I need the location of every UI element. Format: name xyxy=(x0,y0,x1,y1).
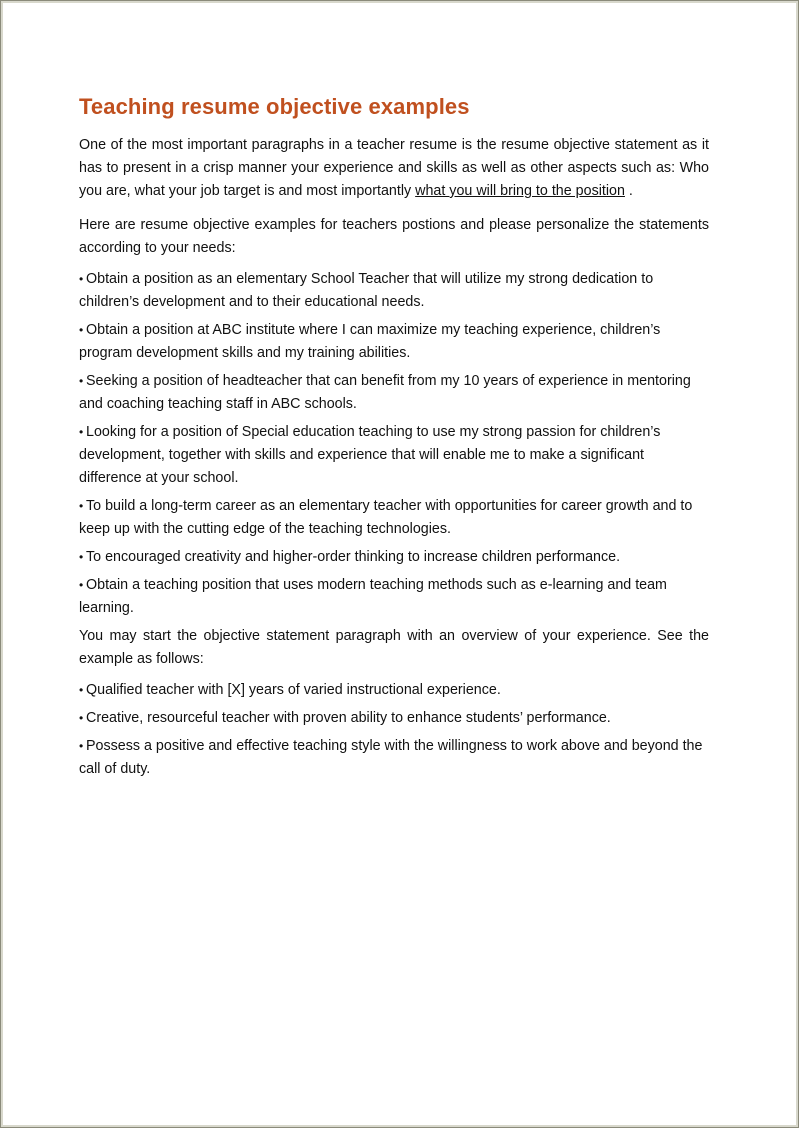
objectives-list xyxy=(79,268,709,620)
overview-item-text: Possess a positive and effective teaching style with the willingness to work above and beyond the call of duty. xyxy=(79,738,703,777)
bullet-icon: • xyxy=(79,578,84,592)
objective-item xyxy=(79,574,709,620)
objective-item xyxy=(79,546,709,569)
objective-item-text: To build a long-term career as an elementary teacher with opportunities for career growth and to keep up with the cutting edge of the teaching technologies. xyxy=(79,498,693,537)
bullet-icon: • xyxy=(79,425,84,439)
overview-intro-paragraph: You may start the objective statement paragraph with an overview of your experience. See the example as follows: xyxy=(79,628,709,667)
bullet-icon: • xyxy=(79,711,84,725)
objective-item-text: Looking for a position of Special education teaching to use my strong passion for children’s development, together with skills and experience that will enable me to make a significant difference at your school. xyxy=(79,424,661,486)
overview-item xyxy=(79,679,709,702)
intro-text: One of the most important paragraphs in a teacher resume is the resume objective statement as it has to present in a crisp manner your experience and skills as well as other aspects such as: Who you are, what your job target is and most importantly xyxy=(79,137,709,199)
bullet-icon: • xyxy=(79,683,84,697)
objective-item xyxy=(79,268,709,314)
bullet-icon: • xyxy=(79,374,84,388)
overview-item-text: Qualified teacher with [X] years of varied instructional experience. xyxy=(86,682,501,698)
document-body xyxy=(79,90,709,786)
objective-item-text: To encouraged creativity and higher-order thinking to increase children performance. xyxy=(86,549,621,565)
objective-item-text: Obtain a position as an elementary School Teacher that will utilize my strong dedication to children’s development and to their educational needs. xyxy=(79,271,654,310)
bullet-icon: • xyxy=(79,739,84,753)
objective-item-text: Obtain a position at ABC institute where I can maximize my teaching experience, children’s program development skills and my training abilities. xyxy=(79,322,661,361)
bullet-icon: • xyxy=(79,550,84,564)
overview-item xyxy=(79,735,709,781)
examples-intro-paragraph: Here are resume objective examples for teachers postions and please personalize the statements according to your needs: xyxy=(79,217,709,256)
intro-paragraph xyxy=(79,134,709,203)
objective-item xyxy=(79,370,709,416)
document-title: Teaching resume objective examples xyxy=(79,94,470,119)
bullet-icon: • xyxy=(79,323,84,337)
overview-item-text: Creative, resourceful teacher with proven ability to enhance students’ performance. xyxy=(86,710,611,726)
objective-item-text: Obtain a teaching position that uses modern teaching methods such as e-learning and team learning. xyxy=(79,577,667,616)
objective-item xyxy=(79,319,709,365)
overview-item xyxy=(79,707,709,730)
position-link[interactable]: what you will bring to the position xyxy=(415,183,625,199)
bullet-icon: • xyxy=(79,272,84,286)
objective-item xyxy=(79,421,709,490)
objective-item-text: Seeking a position of headteacher that can benefit from my 10 years of experience in mentoring and coaching teaching staff in ABC schools. xyxy=(79,373,691,412)
objective-item xyxy=(79,495,709,541)
intro-trailing: . xyxy=(624,183,633,199)
bullet-icon: • xyxy=(79,499,84,513)
overview-examples-list xyxy=(79,679,709,781)
